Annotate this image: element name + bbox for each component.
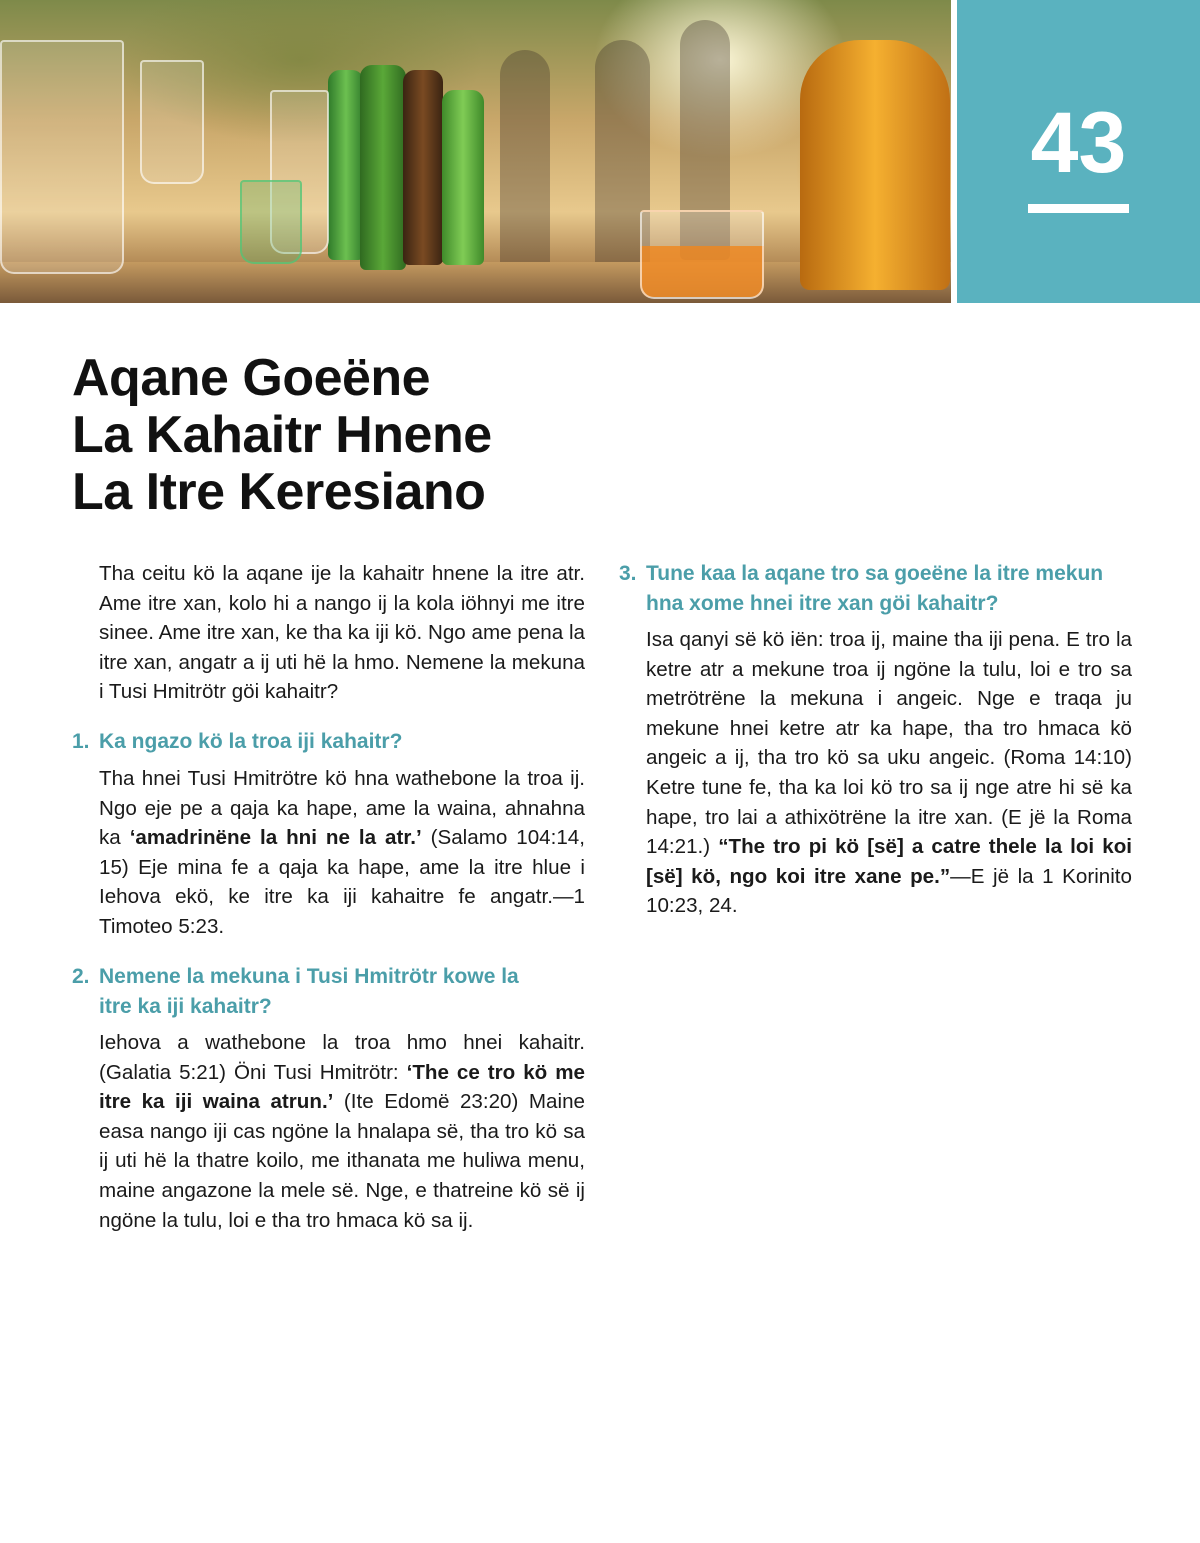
lesson-number: 43 [1030, 95, 1127, 191]
question-number: 1. [72, 730, 90, 753]
person-silhouette [500, 50, 550, 270]
header-photo [0, 0, 951, 303]
answer-paragraph-3 [646, 625, 1132, 921]
bottle [442, 90, 484, 265]
green-glass [240, 180, 302, 264]
pitcher [0, 40, 124, 274]
bottle [328, 70, 364, 260]
beer-glass [640, 210, 764, 299]
question-text: Nemene la mekuna i Tusi Hmitrötr kowe la itre ka iji kahaitr? [99, 965, 519, 1018]
title-line: La Kahaitr Hnene [72, 406, 492, 464]
bottle [403, 70, 443, 265]
answer-paragraph-2 [99, 1028, 585, 1235]
intro-paragraph: Tha ceitu kö la aqane ije la kahaitr hnene la itre atr. Ame itre xan, kolo hi a nango ij la kola iöhnyi me itre sinee. Ame itre xan, ke tha ka iji kö. Ngo ame pena la itre xan, angatr a ij uti hë la hmo. Nemene la mekuna i Tusi Hmitrötr göi kahaitr? [99, 562, 585, 704]
question-number: 2. [72, 965, 90, 988]
bottle [800, 40, 950, 290]
scripture-quote: ‘amadrinëne la hni ne la atr.’ [129, 826, 422, 850]
question-heading-2 [72, 962, 529, 1021]
scripture-quote: “The tro pi kö [së] a catre thele la loi koi [së] kö, ngo koi itre xane pe.” [646, 835, 1132, 888]
question-number: 3. [619, 562, 637, 585]
question-heading-1 [72, 727, 589, 757]
text-segment: Isa qanyi së kö iën: troa ij, maine tha iji pena. E tro la ketre atr a mekune troa ij ngöne la tulu, loi e tro sa metrötrëne la mekuna i angeic. Nge e traqa ju mekune hnei ketre atr ka hape, tha tro hmaca kö angeic a ij, tha tro kö sa uku angeic. (Roma 14:10) Ketre tune fe, tha ka loi kö tro sa ij nge atre hi së ka hape, tro lai a athixötrëne la itre xan. (E jë la Roma 14:21.) [646, 628, 1132, 859]
text-segment: (Ite Edomë 23:20) Maine easa nango iji cas ngöne la hnalapa së, tha tro kö sa ij uti hë la thatre koilo, me ithanata me huliwa menu, maine angazone la mele së. Nge, e thatreine kö së ij ngöne la tulu, loi e tha tro hmaca kö sa ij. [99, 1090, 585, 1232]
lesson-number-box [957, 0, 1200, 303]
bottle [360, 65, 406, 270]
question-text: Tune kaa la aqane tro sa goeëne la itre mekun hna xome hnei itre xan göi kahaitr? [646, 562, 1104, 615]
title-line: La Itre Keresiano [72, 463, 486, 521]
question-text: Ka ngazo kö la troa iji kahaitr? [99, 730, 403, 753]
title-line: Aqane Goeëne [72, 349, 431, 407]
question-heading-3 [619, 559, 1136, 618]
scripture-quote: ‘The ce tro kö me itre ka iji waina atrun.’ [99, 1060, 585, 1114]
text-segment: Tha hnei Tusi Hmitrötre kö hna wathebone la troa ij. Ngo eje pe a qaja ka hape, ame la waina, ahnahna ka [99, 767, 585, 850]
page-title [72, 350, 492, 521]
text-segment: (Salamo 104:14, 15) Eje mina fe a qaja ka hape, ame la itre hlue i Iehova ekö, ke itre ka iji kahaitre fe angatr.—1 Timoteo 5:23. [99, 826, 585, 938]
lesson-number-underline [1028, 204, 1129, 213]
text-segment: —E jë la 1 Korinito 10:23, 24. [646, 864, 1132, 918]
wine-glass [140, 60, 204, 184]
answer-paragraph-1 [99, 764, 585, 942]
text-segment: Iehova a wathebone la troa hmo hnei kahaitr. (Galatia 5:21) Öni Tusi Hmitrötr: [99, 1031, 585, 1084]
